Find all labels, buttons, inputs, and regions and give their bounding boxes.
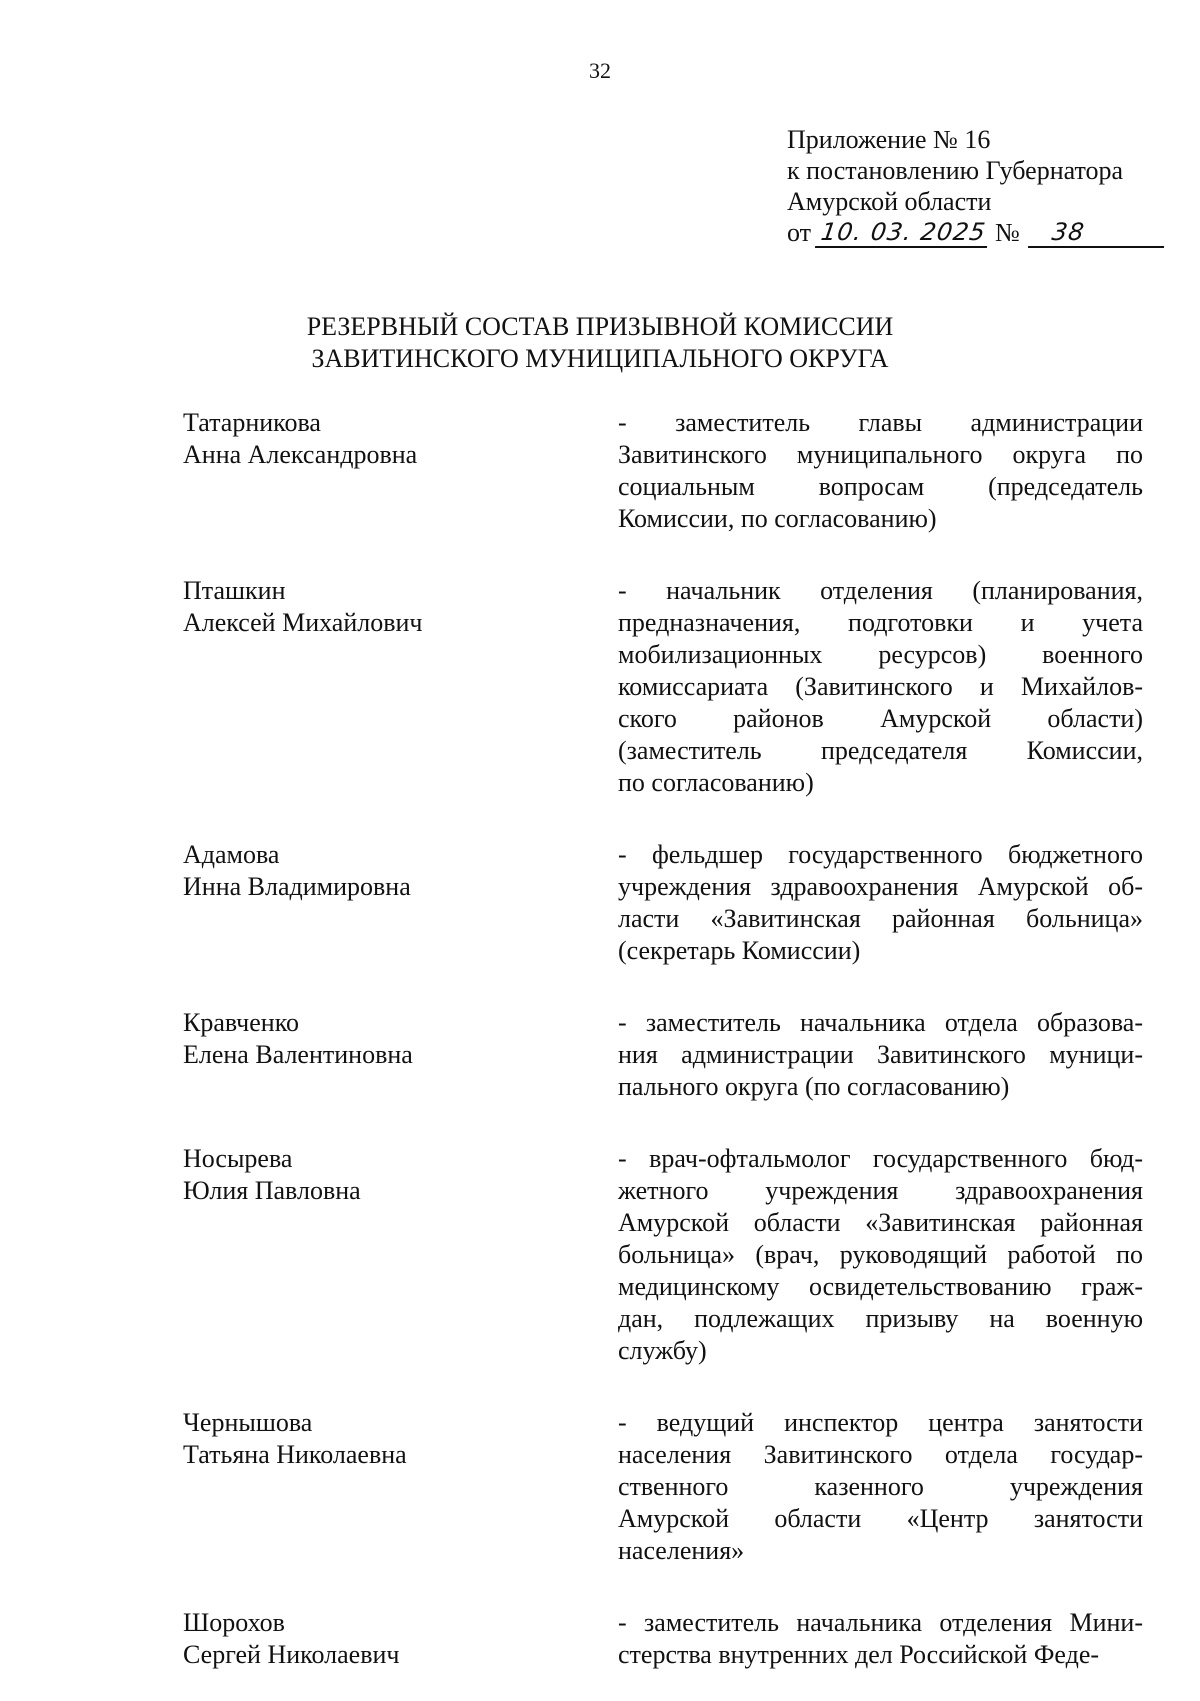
member-role-line: комиссариата (Завитинского и Михайлов- <box>618 672 1143 701</box>
appendix-date-line <box>787 217 1166 248</box>
member-given-names: Сергей Николаевич <box>183 1640 400 1669</box>
member-entry <box>183 1143 1143 1367</box>
member-role-line: - врач-офтальмолог государственного бюд- <box>618 1144 1143 1173</box>
date-prefix: от <box>787 218 812 247</box>
member-entry <box>183 1407 1143 1567</box>
member-name <box>183 1007 618 1103</box>
member-role <box>618 839 1143 967</box>
member-role <box>618 1607 1143 1671</box>
member-role-line: ского районов Амурской области) <box>618 704 1143 733</box>
appendix-block <box>787 124 1166 248</box>
member-given-names: Татьяна Николаевна <box>183 1440 407 1469</box>
member-surname: Носырева <box>183 1144 293 1173</box>
member-role-line: ственного казенного учреждения <box>618 1472 1143 1501</box>
member-role-line: - заместитель главы администрации <box>618 408 1143 437</box>
member-role-line: мобилизационных ресурсов) военного <box>618 640 1143 669</box>
member-role <box>618 1407 1143 1567</box>
member-role-line: Амурской области «Центр занятости <box>618 1504 1143 1533</box>
member-entry <box>183 407 1143 535</box>
member-role-line: больница» (врач, руководящий работой по <box>618 1240 1143 1269</box>
member-surname: Кравченко <box>183 1008 300 1037</box>
member-role-line: службу) <box>618 1336 707 1365</box>
member-role-line: жетного учреждения здравоохранения <box>618 1176 1143 1205</box>
member-given-names: Анна Александровна <box>183 440 418 469</box>
member-given-names: Юлия Павловна <box>183 1176 361 1205</box>
member-role-line: Амурской области «Завитинская районная <box>618 1208 1143 1237</box>
member-role-line: Завитинского муниципального округа по <box>618 440 1143 469</box>
member-role-line: населения» <box>618 1536 745 1565</box>
member-role-line: - начальник отделения (планирования, <box>618 576 1143 605</box>
member-role-line: социальным вопросам (председатель <box>618 472 1143 501</box>
member-given-names: Инна Владимировна <box>183 872 411 901</box>
member-name <box>183 839 618 967</box>
appendix-region: Амурской области <box>787 187 992 216</box>
title-line-2: ЗАВИТИНСКОГО МУНИЦИПАЛЬНОГО ОКРУГА <box>311 344 889 373</box>
member-name <box>183 1407 618 1567</box>
member-surname: Шорохов <box>183 1608 285 1637</box>
member-name <box>183 575 618 799</box>
member-role-line: Комиссии, по согласованию) <box>618 504 937 533</box>
member-role-line: по согласованию) <box>618 768 814 797</box>
handwritten-number: 38 <box>1028 218 1168 248</box>
document-title <box>0 311 1200 375</box>
handwritten-date: 10. 03. 2025 <box>815 218 991 248</box>
member-role-line: ласти «Завитинская районная больница» <box>618 904 1143 933</box>
member-role-line: - заместитель начальника отдела образова- <box>618 1008 1143 1037</box>
member-role <box>618 1007 1143 1103</box>
member-role-line: учреждения здравоохранения Амурской об- <box>618 872 1143 901</box>
member-entry <box>183 575 1143 799</box>
member-role-line: пального округа (по согласованию) <box>618 1072 1010 1101</box>
member-role <box>618 1143 1143 1367</box>
member-role <box>618 407 1143 535</box>
member-role-line: - заместитель начальника отделения Мини- <box>618 1608 1143 1637</box>
member-role-line: ния администрации Завитинского муници- <box>618 1040 1143 1069</box>
number-prefix: № <box>995 218 1020 247</box>
members-list <box>183 407 1143 1671</box>
member-role-line: дан, подлежащих призыву на военную <box>618 1304 1143 1333</box>
member-role <box>618 575 1143 799</box>
member-entry <box>183 839 1143 967</box>
page-number: 32 <box>589 58 611 83</box>
member-role-line: медицинскому освидетельствованию граж- <box>618 1272 1143 1301</box>
member-role-line: предназначения, подготовки и учета <box>618 608 1143 637</box>
member-given-names: Алексей Михайлович <box>183 608 423 637</box>
member-surname: Пташкин <box>183 576 286 605</box>
member-surname: Татарникова <box>183 408 321 437</box>
member-entry <box>183 1607 1143 1671</box>
member-surname: Чернышова <box>183 1408 313 1437</box>
member-role-line: - фельдшер государственного бюджетного <box>618 840 1143 869</box>
member-role-line: (секретарь Комиссии) <box>618 936 861 965</box>
member-role-line: (заместитель председателя Комиссии, <box>618 736 1143 765</box>
member-given-names: Елена Валентиновна <box>183 1040 413 1069</box>
member-entry <box>183 1007 1143 1103</box>
member-name <box>183 1143 618 1367</box>
member-name <box>183 407 618 535</box>
title-line-1: РЕЗЕРВНЫЙ СОСТАВ ПРИЗЫВНОЙ КОМИССИИ <box>306 312 894 341</box>
appendix-reference: к постановлению Губернатора <box>787 156 1124 185</box>
appendix-title: Приложение № 16 <box>787 125 991 154</box>
member-role-line: стерства внутренних дел Российской Феде- <box>618 1640 1100 1669</box>
member-surname: Адамова <box>183 840 280 869</box>
member-name <box>183 1607 618 1671</box>
member-role-line: населения Завитинского отдела государ- <box>618 1440 1143 1469</box>
member-role-line: - ведущий инспектор центра занятости <box>618 1408 1143 1437</box>
